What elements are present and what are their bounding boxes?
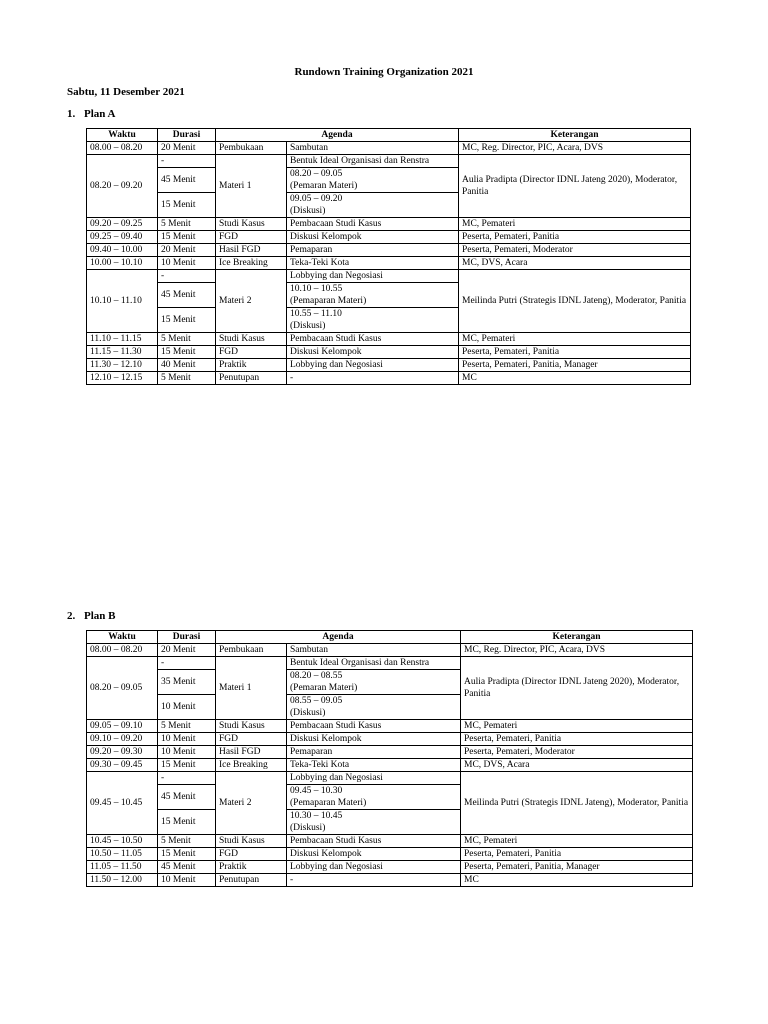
durasi-cell: 45 Menit <box>158 785 216 810</box>
agenda-cell <box>287 283 459 308</box>
agenda-cell <box>287 695 461 720</box>
durasi-cell: 10 Menit <box>158 746 216 759</box>
durasi-cell: 45 Menit <box>158 861 216 874</box>
waktu-cell: 10.50 – 11.05 <box>87 848 158 861</box>
session-category-cell: FGD <box>216 848 287 861</box>
agenda-line: Lobbying dan Negosiasi <box>290 271 383 281</box>
agenda-line: 08.55 – 09.05 <box>290 696 343 706</box>
keterangan-cell: MC, Pemateri <box>459 218 691 231</box>
plan-a-schedule-table <box>86 128 691 385</box>
durasi-cell: 20 Menit <box>158 244 216 257</box>
agenda-line: (Diskusi) <box>290 206 326 216</box>
keterangan-cell: Peserta, Pemateri, Panitia <box>459 231 691 244</box>
schedule-row <box>87 333 691 346</box>
durasi-cell: - <box>158 155 216 168</box>
agenda-cell: Teka-Teki Kota <box>287 257 459 270</box>
durasi-cell: 10 Menit <box>158 874 216 887</box>
agenda-line: (Diskusi) <box>290 708 326 718</box>
keterangan-cell: Peserta, Pemateri, Panitia <box>459 346 691 359</box>
column-header-waktu: Waktu <box>87 129 158 142</box>
waktu-cell: 09.30 – 09.45 <box>87 759 158 772</box>
waktu-cell: 08.00 – 08.20 <box>87 644 158 657</box>
agenda-cell: Pemaparan <box>287 244 459 257</box>
schedule-row <box>87 746 693 759</box>
keterangan-cell: MC, DVS, Acara <box>459 257 691 270</box>
durasi-cell: - <box>158 772 216 785</box>
keterangan-cell: Peserta, Pemateri, Panitia, Manager <box>459 359 691 372</box>
keterangan-cell: Meilinda Putri (Strategis IDNL Jateng), Moderator, Panitia <box>461 772 693 835</box>
agenda-cell: - <box>287 372 459 385</box>
keterangan-cell: MC <box>459 372 691 385</box>
agenda-line: (Pemaran Materi) <box>290 683 358 693</box>
waktu-cell: 11.50 – 12.00 <box>87 874 158 887</box>
schedule-row <box>87 874 693 887</box>
session-category-cell: FGD <box>216 346 287 359</box>
column-header-agenda: Agenda <box>216 631 461 644</box>
session-category-cell: Ice Breaking <box>216 257 287 270</box>
agenda-line: 10.55 – 11.10 <box>290 309 342 319</box>
schedule-row <box>87 142 691 155</box>
session-category-cell: FGD <box>216 733 287 746</box>
keterangan-cell: MC, Pemateri <box>459 333 691 346</box>
agenda-line: 10.10 – 10.55 <box>290 284 343 294</box>
session-category-cell: FGD <box>216 231 287 244</box>
keterangan-cell: MC, Reg. Director, PIC, Acara, DVS <box>461 644 693 657</box>
agenda-line: Bentuk Ideal Organisasi dan Renstra <box>290 658 430 668</box>
keterangan-cell: MC, Pemateri <box>461 720 693 733</box>
session-category-cell: Praktik <box>216 359 287 372</box>
session-category-cell: Penutupan <box>216 372 287 385</box>
plan-b-number: 2. <box>67 610 76 622</box>
agenda-cell: Lobbying dan Negosiasi <box>287 359 459 372</box>
agenda-cell <box>287 193 459 218</box>
agenda-cell <box>287 772 461 785</box>
agenda-cell <box>287 155 459 168</box>
agenda-line: (Diskusi) <box>290 321 326 331</box>
durasi-cell: 20 Menit <box>158 142 216 155</box>
waktu-cell: 09.25 – 09.40 <box>87 231 158 244</box>
durasi-cell: 20 Menit <box>158 644 216 657</box>
agenda-cell <box>287 657 461 670</box>
keterangan-cell: MC, Pemateri <box>461 835 693 848</box>
schedule-row <box>87 733 693 746</box>
durasi-cell: 5 Menit <box>158 218 216 231</box>
agenda-cell: Teka-Teki Kota <box>287 759 461 772</box>
agenda-cell: Pembacaan Studi Kasus <box>287 720 461 733</box>
keterangan-cell: Peserta, Pemateri, Moderator <box>461 746 693 759</box>
schedule-row <box>87 861 693 874</box>
session-category-cell: Studi Kasus <box>216 333 287 346</box>
schedule-row <box>87 372 691 385</box>
column-header-durasi: Durasi <box>158 129 216 142</box>
session-category-cell: Pembukaan <box>216 644 287 657</box>
keterangan-cell: Peserta, Pemateri, Panitia <box>461 848 693 861</box>
keterangan-cell: MC, DVS, Acara <box>461 759 693 772</box>
schedule-row <box>87 720 693 733</box>
agenda-cell: Pemaparan <box>287 746 461 759</box>
schedule-row <box>87 244 691 257</box>
table-header-row <box>87 129 691 142</box>
agenda-line: Bentuk Ideal Organisasi dan Renstra <box>290 156 430 166</box>
durasi-cell: 15 Menit <box>158 308 216 333</box>
agenda-cell: - <box>287 874 461 887</box>
session-category-cell: Hasil FGD <box>216 746 287 759</box>
plan-a-label: Plan A <box>84 108 116 120</box>
durasi-cell: 5 Menit <box>158 835 216 848</box>
keterangan-cell: Peserta, Pemateri, Panitia, Manager <box>461 861 693 874</box>
agenda-line: (Pemaparan Materi) <box>290 296 367 306</box>
keterangan-cell: Peserta, Pemateri, Moderator <box>459 244 691 257</box>
waktu-cell: 08.20 – 09.20 <box>87 155 158 218</box>
agenda-cell: Pembacaan Studi Kasus <box>287 333 459 346</box>
durasi-cell: 35 Menit <box>158 670 216 695</box>
agenda-cell: Diskusi Kelompok <box>287 231 459 244</box>
agenda-cell <box>287 308 459 333</box>
session-category-cell: Studi Kasus <box>216 720 287 733</box>
durasi-cell: 15 Menit <box>158 193 216 218</box>
plan-b-heading <box>67 610 115 622</box>
schedule-subrow <box>87 155 691 168</box>
agenda-cell <box>287 270 459 283</box>
durasi-cell: 15 Menit <box>158 848 216 861</box>
schedule-subrow <box>87 270 691 283</box>
waktu-cell: 11.10 – 11.15 <box>87 333 158 346</box>
agenda-line: (Diskusi) <box>290 823 326 833</box>
document-title: Rundown Training Organization 2021 <box>294 66 474 78</box>
schedule-row <box>87 346 691 359</box>
plan-b-label: Plan B <box>84 610 116 622</box>
agenda-line: 09.45 – 10.30 <box>290 786 343 796</box>
agenda-line: 08.20 – 08.55 <box>290 671 343 681</box>
agenda-cell <box>287 168 459 193</box>
durasi-cell: 10 Menit <box>158 257 216 270</box>
agenda-line: 10.30 – 10.45 <box>290 811 343 821</box>
waktu-cell: 09.10 – 09.20 <box>87 733 158 746</box>
table-header-row <box>87 631 693 644</box>
schedule-row <box>87 218 691 231</box>
agenda-line: (Pemaran Materi) <box>290 181 358 191</box>
waktu-cell: 11.30 – 12.10 <box>87 359 158 372</box>
durasi-cell: - <box>158 657 216 670</box>
durasi-cell: 10 Menit <box>158 695 216 720</box>
waktu-cell: 10.00 – 10.10 <box>87 257 158 270</box>
session-category-cell: Materi 1 <box>216 155 287 218</box>
durasi-cell: - <box>158 270 216 283</box>
keterangan-cell: MC <box>461 874 693 887</box>
agenda-cell: Pembacaan Studi Kasus <box>287 218 459 231</box>
waktu-cell: 11.05 – 11.50 <box>87 861 158 874</box>
keterangan-cell: Aulia Pradipta (Director IDNL Jateng 2020), Moderator, Panitia <box>461 657 693 720</box>
durasi-cell: 45 Menit <box>158 283 216 308</box>
waktu-cell: 09.20 – 09.30 <box>87 746 158 759</box>
schedule-row <box>87 848 693 861</box>
agenda-cell <box>287 670 461 695</box>
schedule-row <box>87 759 693 772</box>
durasi-cell: 15 Menit <box>158 759 216 772</box>
session-category-cell: Studi Kasus <box>216 835 287 848</box>
session-category-cell: Praktik <box>216 861 287 874</box>
durasi-cell: 5 Menit <box>158 333 216 346</box>
agenda-cell <box>287 785 461 810</box>
agenda-cell: Sambutan <box>287 644 461 657</box>
session-category-cell: Penutupan <box>216 874 287 887</box>
durasi-cell: 45 Menit <box>158 168 216 193</box>
durasi-cell: 5 Menit <box>158 372 216 385</box>
session-category-cell: Materi 2 <box>216 270 287 333</box>
session-category-cell: Ice Breaking <box>216 759 287 772</box>
waktu-cell: 08.20 – 09.05 <box>87 657 158 720</box>
waktu-cell: 10.45 – 10.50 <box>87 835 158 848</box>
column-header-keterangan: Keterangan <box>461 631 693 644</box>
agenda-line: 08.20 – 09.05 <box>290 169 343 179</box>
agenda-cell: Lobbying dan Negosiasi <box>287 861 461 874</box>
plan-a-number: 1. <box>67 108 76 120</box>
agenda-line: Lobbying dan Negosiasi <box>290 773 383 783</box>
agenda-line: (Pemaparan Materi) <box>290 798 367 808</box>
waktu-cell: 09.05 – 09.10 <box>87 720 158 733</box>
agenda-cell: Diskusi Kelompok <box>287 733 461 746</box>
session-category-cell: Hasil FGD <box>216 244 287 257</box>
waktu-cell: 12.10 – 12.15 <box>87 372 158 385</box>
schedule-subrow <box>87 772 693 785</box>
agenda-cell: Sambutan <box>287 142 459 155</box>
waktu-cell: 11.15 – 11.30 <box>87 346 158 359</box>
durasi-cell: 40 Menit <box>158 359 216 372</box>
waktu-cell: 09.20 – 09.25 <box>87 218 158 231</box>
schedule-row <box>87 644 693 657</box>
schedule-row <box>87 835 693 848</box>
document-date: Sabtu, 11 Desember 2021 <box>67 86 185 98</box>
agenda-cell: Diskusi Kelompok <box>287 346 459 359</box>
waktu-cell: 09.40 – 10.00 <box>87 244 158 257</box>
waktu-cell: 10.10 – 11.10 <box>87 270 158 333</box>
agenda-cell: Diskusi Kelompok <box>287 848 461 861</box>
session-category-cell: Studi Kasus <box>216 218 287 231</box>
durasi-cell: 15 Menit <box>158 346 216 359</box>
keterangan-cell: Meilinda Putri (Strategis IDNL Jateng), Moderator, Panitia <box>459 270 691 333</box>
schedule-row <box>87 359 691 372</box>
agenda-cell: Pembacaan Studi Kasus <box>287 835 461 848</box>
waktu-cell: 09.45 – 10.45 <box>87 772 158 835</box>
column-header-keterangan: Keterangan <box>459 129 691 142</box>
plan-a-heading <box>67 108 115 120</box>
durasi-cell: 10 Menit <box>158 733 216 746</box>
session-category-cell: Pembukaan <box>216 142 287 155</box>
column-header-waktu: Waktu <box>87 631 158 644</box>
column-header-agenda: Agenda <box>216 129 459 142</box>
waktu-cell: 08.00 – 08.20 <box>87 142 158 155</box>
keterangan-cell: Peserta, Pemateri, Panitia <box>461 733 693 746</box>
schedule-row <box>87 231 691 244</box>
durasi-cell: 15 Menit <box>158 810 216 835</box>
agenda-line: 09.05 – 09.20 <box>290 194 343 204</box>
schedule-row <box>87 257 691 270</box>
durasi-cell: 5 Menit <box>158 720 216 733</box>
session-category-cell: Materi 1 <box>216 657 287 720</box>
keterangan-cell: Aulia Pradipta (Director IDNL Jateng 2020), Moderator, Panitia <box>459 155 691 218</box>
session-category-cell: Materi 2 <box>216 772 287 835</box>
plan-b-schedule-table <box>86 630 693 887</box>
agenda-cell <box>287 810 461 835</box>
schedule-subrow <box>87 657 693 670</box>
column-header-durasi: Durasi <box>158 631 216 644</box>
keterangan-cell: MC, Reg. Director, PIC, Acara, DVS <box>459 142 691 155</box>
durasi-cell: 15 Menit <box>158 231 216 244</box>
